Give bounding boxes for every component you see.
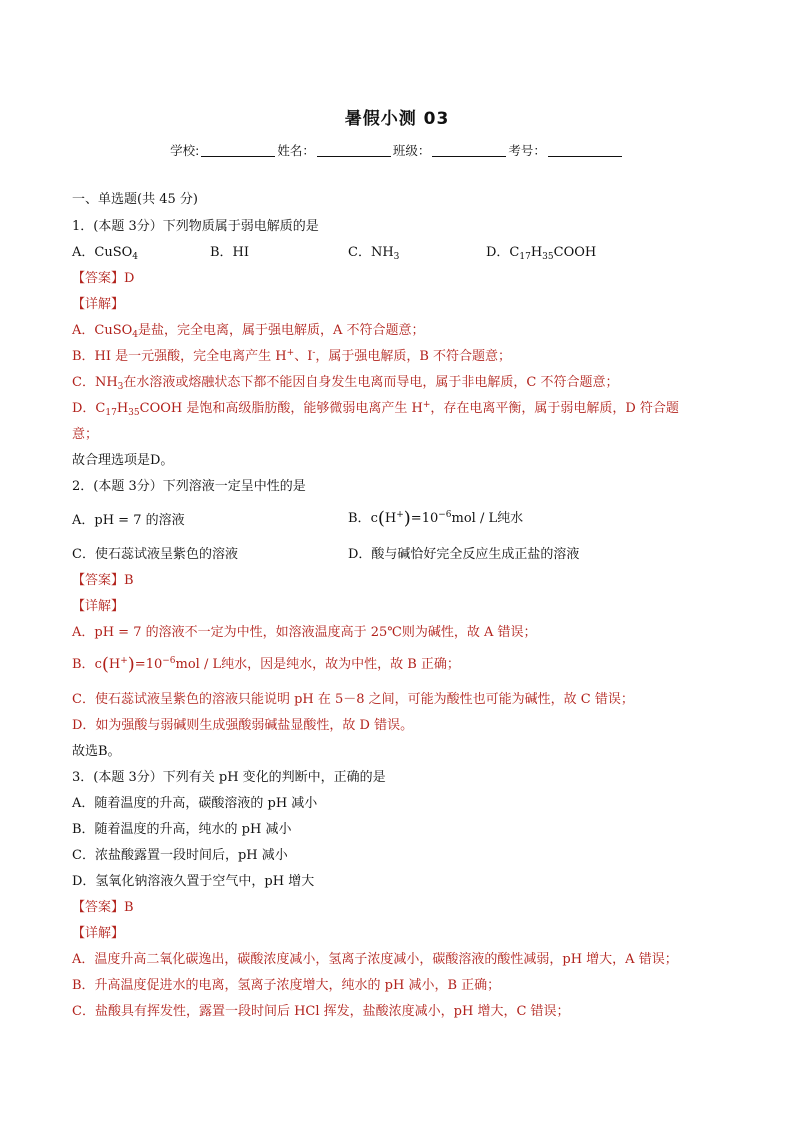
q3-explanation-b: B．升高温度促进水的电离，氢离子浓度增大，纯水的 pH 减小，B 正确； [72,978,501,993]
q2-stem: 2．(本题 3分）下列溶液一定呈中性的是 [72,479,306,494]
q3-answer: 【答案】B [72,900,134,915]
q2-explanation-a: A．pH = 7 的溶液不一定为中性，如溶液温度高于 25℃则为碱性，故 A 错误； [72,625,537,640]
q3-option-b: B．随着温度的升高，纯水的 pH 减小 [72,822,292,837]
q1-conclusion: 故合理选项是D。 [72,453,174,468]
school-blank[interactable] [201,144,275,157]
name-blank[interactable] [317,144,391,157]
q1-explanation-b: B．HI 是一元强酸，完全电离产生 H+、I-，属于强电解质，B 不符合题意； [72,348,512,364]
q3-detail-label: 【详解】 [72,926,125,941]
student-info-line [0,141,794,159]
q1-explanation-c: C．$NH_3$在水溶液或熔融状态下都不能因自身发生电离而导电，属于非电解质，C 不符合题意； [72,375,619,392]
number-label: 考号： [508,143,546,158]
q2-option-c: C．使石蕊试液呈紫色的溶液 [72,547,238,562]
class-label: 班级： [392,143,431,158]
q1-option-a: A．CuSO$_4$ [72,245,139,262]
q3-option-a: A．随着温度的升高，碳酸溶液的 pH 减小 [72,796,318,811]
q1-answer: 【答案】D [72,271,135,286]
q1-option-c: C．$NH_3$ [348,245,400,262]
q3-stem: 3．(本题 3分）下列有关 pH 变化的判断中，正确的是 [72,770,386,785]
q1-option-d: D．$C_{17}H_{35}COOH$ [486,245,597,262]
school-label: 学校: [170,143,200,158]
q3-option-c: C．浓盐酸露置一段时间后，pH 减小 [72,848,288,863]
number-blank[interactable] [548,144,622,157]
q1-option-b: B．HI [210,245,250,260]
q2-option-a: A．pH = 7 的溶液 [72,513,185,528]
q1-explanation-d-wrap: 意； [72,427,99,442]
q2-answer: 【答案】B [72,573,134,588]
q1-stem: 1．(本题 3分）下列物质属于弱电解质的是 [72,219,319,234]
q1-detail-label: 【详解】 [72,297,125,312]
q3-explanation-a: A．温度升高二氧化碳逸出，碳酸浓度减小，氢离子浓度减小，碳酸溶液的酸性减弱，pH 增大，A 错误； [72,952,678,967]
q3-option-d: D．氢氧化钠溶液久置于空气中，pH 增大 [72,874,315,889]
section-heading: 一、单选题(共 45 分) [72,192,198,207]
page-title: 暑假小测 03 [344,109,450,129]
q3-explanation-c: C．盐酸具有挥发性，露置一段时间后 HCl 挥发，盐酸浓度减小，pH 增大，C 错误； [72,1004,570,1019]
class-blank[interactable] [432,144,506,157]
q1-explanation-a: A．CuSO$_4$是盐，完全电离，属于强电解质，A 不符合题意； [72,323,425,340]
q2-explanation-c: C．使石蕊试液呈紫色的溶液只能说明 pH 在 5－8 之间，可能为酸性也可能为碱性，故 C 错误； [72,692,634,707]
q2-option-d: D．酸与碱恰好完全反应生成正盐的溶液 [348,547,580,562]
q1-explanation-d: D．$C_{17}H_{35}COOH$ 是饱和高级脂肪酸，能够微弱电离产生 H+，存在电离平衡，属于弱电解质，D 符合题 [72,400,679,418]
name-label: 姓名： [277,143,315,158]
q2-conclusion: 故选B。 [72,744,121,759]
q2-explanation-b: B．$c(H^+)=10^{-6}mol / L$纯水，因是纯水，故为中性，故 B 正确； [72,654,460,675]
q2-explanation-d: D．如为强酸与弱碱则生成强酸弱碱盐显酸性，故 D 错误。 [72,718,414,733]
q2-option-b: B．$c(H^+)=10^{-6}mol / L$纯水 [348,508,524,529]
q2-detail-label: 【详解】 [72,599,125,614]
